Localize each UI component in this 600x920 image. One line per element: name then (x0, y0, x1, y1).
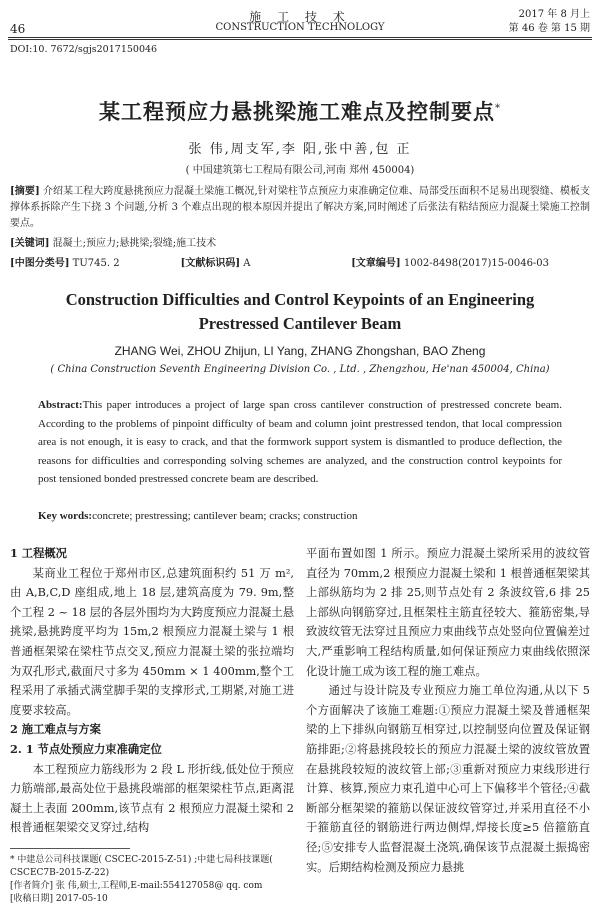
body-column-left (10, 544, 294, 838)
paper-title-en: Construction Difficulties and Control Keypoints of an Engineering Prestressed Cantilever Beam (65, 290, 535, 333)
section-2-1-paragraph: 本工程预应力筋线形为 2 段 L 形折线,低处位于预应力筋端部,最高处位于悬挑段端部的框架梁柱节点,距离混凝土上表面 200mm,该节点有 2 根预应力混凝土梁和 2 根普通框架梁交叉穿过,结构 (10, 762, 294, 835)
right-paragraph-1: 平面布置如图 1 所示。预应力混凝土梁所采用的波纹管直径为 70mm,2 根预应力混凝土梁和 1 根普通框架梁其上部纵筋均为 2 排 25,则节点处有 2 条波纹管,6 排 25 上部纵向钢筋穿过,且框架柱主筋直径较大、箍筋密集,导致波纹管无法穿过且预应力束曲线节点处竖向位置偏差过大,严重影响工程结构质量,如何保证预应力束曲线依照深化设计施工成为该工程的施工难点。 (306, 547, 590, 678)
journal-title-en: CONSTRUCTION TECHNOLOGY (215, 22, 385, 33)
section-2-1-heading: 2. 1 节点处预应力束准确定位 (10, 741, 162, 756)
header-rule (8, 37, 592, 38)
keywords-en (38, 510, 562, 522)
authors-en: ZHANG Wei, ZHOU Zhijun, LI Yang, ZHANG Zhongshan, BAO Zheng (114, 344, 486, 358)
abstract-en-text: This paper introduces a project of large span cross cantilever construction of prestressed concrete beam. According to the problems of pinpoint difficulty of beam and column joint prestressed tendon, that local compression area is not enough, it is easy to crack, and that the formwork support system is dismantled to produce deflection, the reasons for difficulties and corresponding solving schemes are analyzed, and the construction control keypoints for post tensioned bonded prestressed concrete beam are described. (38, 399, 562, 486)
keywords-en-label: Key words: (38, 510, 93, 522)
section-1-heading: 1 工程概况 (10, 546, 67, 560)
abstract-cn-label: [摘要] (10, 186, 40, 197)
keywords-cn-label: [关键词] (10, 238, 50, 249)
abstract-cn-text: 介绍某工程大跨度悬挑预应力混凝土梁施工概况,针对梁柱节点预应力束准确定位难、局部受压面积不足易出现裂缝、模板支撑体系拆除产生下挠 3 个问题,分析 3 个难点出现的根本原因并提出了解决方案,同时阐述了后张法有粘结预应力混凝土梁施工控制要点。 (10, 186, 591, 229)
article-number: [文章编号] 1002-8498(2017)15-0046-03 (351, 258, 550, 269)
footnote-rule (10, 848, 130, 849)
keywords-cn (10, 234, 590, 249)
header-rule-2 (8, 39, 592, 40)
section-1-paragraph: 某商业工程位于郑州市区,总建筑面积约 51 万 m²,由 A,B,C,D 座组成,地上 18 层,建筑高度为 79. 9m,整个工程 2 ~ 18 层的各层外围均为大跨度预应力混凝土悬挑梁,悬挑跨度平均为 15m,2 根预应力混凝土梁与 1 根普通框架梁在梁柱节点交叉,预应力混凝土梁的张拉端均为双孔形式,截面尺寸多为 450mm × 1 400mm,整个工程采用了承插式满堂脚手架的支撑形式,工期紧,对施工进度要求较高。 (10, 566, 294, 717)
affiliation-en: ( China Construction Seventh Engineering Division Co. , Ltd. , Zhengzhou, He'nan 450004, China) (50, 364, 550, 375)
footnote-author: [作者简介] 张 伟,硕士,工程师,E-mail:554127058@ qq. com (10, 881, 263, 891)
keywords-en-text: concrete; prestressing; cantilever beam; cracks; construction (92, 510, 358, 522)
abstract-en (38, 396, 562, 489)
abstract-cn (10, 184, 590, 232)
title-footnote-mark: * (495, 103, 501, 114)
doc-code: [文献标识码] A (180, 258, 251, 269)
authors-cn: 张 伟,周支军,李 阳,张中善,包 正 (188, 142, 412, 157)
body-column-right (306, 544, 590, 877)
paper-title-cn (0, 96, 600, 126)
footnote-received: [收稿日期] 2017-05-10 (10, 894, 108, 904)
issue-info (509, 8, 590, 36)
classification-row (10, 254, 590, 269)
section-2-heading: 2 施工难点与方案 (10, 722, 101, 737)
right-paragraph-2: 通过与设计院及专业预应力施工单位沟通,从以下 5 个方面解决了该施工难题:①预应力混凝土梁及普通框架梁的上下排纵向钢筋互相穿过,以控制竖向位置及保证钢筋排距;②将悬挑段较长的预应力混凝土梁的波纹管放置在悬挑段较短的波纹管上部;③重新对预应力束线形进行计算、核算,预应力束孔道中心可上下偏移半个管径;④截断部分框架梁的箍筋以保证波纹管穿过,并采用直径不小于箍筋直径的钢筋进行两边侧焊,焊接长度≥5 倍箍筋直径;⑤安排专人监督混凝土浇筑,确保该节点混凝土振捣密实。后期结构检测及预应力悬挑 (306, 684, 590, 874)
issue-date: 2017 年 8 月上 (518, 9, 590, 20)
doi: DOI:10. 7672/sgjs2017150046 (10, 44, 158, 55)
page-number: 46 (10, 22, 26, 36)
footnote-funding: * 中建总公司科技课题( CSCEC-2015-Z-51) ;中建七局科技课题( CSCEC7B-2015-Z-22) (10, 855, 273, 878)
journal-title-cn: 施 工 技 术 (249, 10, 351, 24)
title-text: 某工程预应力悬挑梁施工难点及控制要点 (99, 99, 495, 124)
issue-volume: 第 46 卷 第 15 期 (508, 23, 590, 34)
footnotes (10, 854, 294, 906)
keywords-cn-text: 混凝土;预应力;悬挑梁;裂缝;施工技术 (52, 238, 217, 249)
abstract-en-label: Abstract: (38, 399, 83, 411)
affiliation-cn: ( 中国建筑第七工程局有限公司,河南 郑州 450004) (185, 165, 415, 176)
clc: [中图分类号] TU745. 2 (10, 258, 120, 269)
